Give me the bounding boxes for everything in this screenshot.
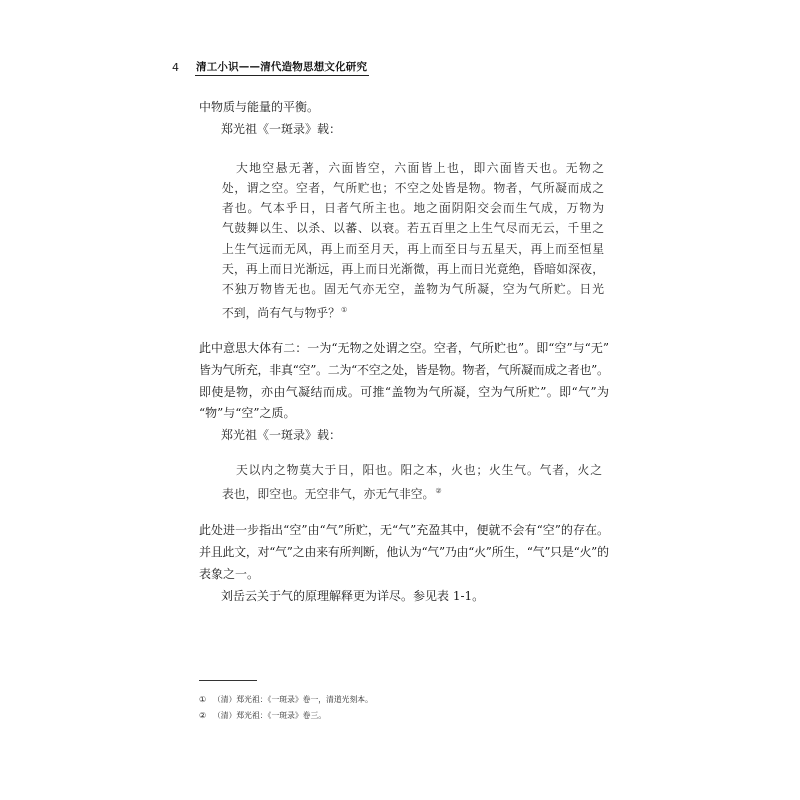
body-line: 并且此文，对“气”之由来有所判断，他认为“气”乃由“火”所生，“气”只是“火”的: [199, 545, 609, 559]
quote-line-last: [222, 483, 442, 499]
running-title: 清工小识——清代造物思想文化研究: [196, 61, 368, 73]
body-line: 即使是物，亦由气凝结而成。可推“盖物为气所凝，空为气所贮”。即“气”为: [199, 385, 610, 399]
quote-line: 大地空悬无著，六面皆空，六面皆上也，即六面皆天也。无物之: [236, 161, 606, 175]
quote-line: 者也。气本乎日，日者气所主也。地之面阴阳交会而生气成，万物为: [222, 201, 605, 215]
body-line: 郑光祖《一斑录》载：: [221, 122, 342, 136]
footnote-rule: [199, 680, 257, 681]
quote-line-text: 不到，尚有气与物乎？: [222, 306, 340, 320]
body-line: 中物质与能量的平衡。: [199, 100, 320, 114]
quote-line: 处，谓之空。空者，气所贮也；不空之处皆是物。物者，气所凝而成之: [222, 181, 605, 195]
footnote-mark: ①: [199, 695, 206, 704]
page-number: 4: [172, 61, 179, 74]
body-line: 皆为气所充，非真“空”。二为“不空之处，皆是物。物者，气所凝而成之者也”。: [199, 363, 609, 377]
body-line: 郑光祖《一斑录》载：: [221, 428, 342, 442]
footnote-marker: ②: [435, 487, 442, 495]
quote-line: 气鼓舞以生、以杀、以蕃、以衰。若五百里之上生气尽而无云，千里之: [222, 221, 605, 235]
footnote-text: （清）郑光祖：《一斑录》卷一，清道光刻本。: [213, 695, 373, 704]
body-line: 此中意思大体有二：一为“无物之处谓之空。空者，气所贮也”。即“空”与“无”: [199, 341, 610, 355]
quote-line: 不独万物皆无也。固无气亦无空，盖物为气所凝，空为气所贮。日光: [222, 282, 605, 296]
header-rule: [195, 75, 369, 76]
quote-line-last: [222, 302, 347, 318]
footnote-marker: ①: [340, 306, 348, 314]
body-line: 刘岳云关于气的原理解释更为详尽。参见表 1-1。: [221, 589, 485, 603]
quote-line: 上生气远而无风，再上而至月天，再上而至日与五星天，再上而至恒星: [222, 242, 605, 256]
body-line: “物”与“空”之质。: [199, 406, 296, 420]
footnote-text: （清）郑光祖：《一斑录》卷三。: [213, 711, 327, 720]
quote-line: 天，再上而日光渐远，再上而日光渐微，再上而日光竟绝，昏暗如深夜，: [222, 262, 605, 276]
quote-line-text: 表也，即空也。无空非气，亦无气非空。: [222, 487, 435, 501]
footnote-mark: ②: [199, 711, 206, 720]
quote-line: 天以内之物莫大于日，阳也。阳之本，火也；火生气。气者，火之: [236, 463, 603, 477]
body-line: 表象之一。: [199, 567, 260, 581]
body-line: 此处进一步指出“空”由“气”所贮，无“气”充盈其中，便就不会有“空”的存在。: [199, 523, 610, 537]
